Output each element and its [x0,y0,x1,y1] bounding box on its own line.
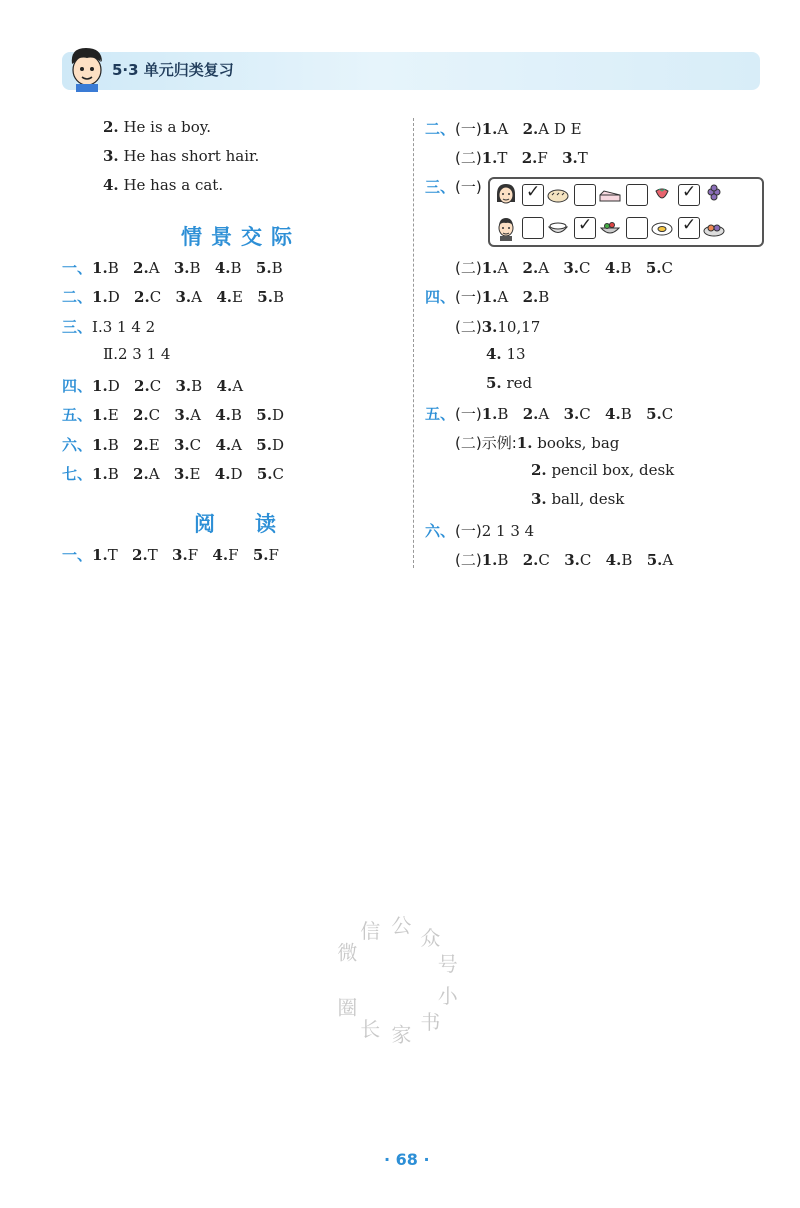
answer-row: 4. 13 [486,345,526,363]
answer-row: 六、1.B 2.E 3.C 4.A 5.D [62,436,284,454]
bread-icon [546,185,570,205]
section-title-situational: 情景交际 [181,225,301,249]
answer-row: 三、(一) [425,178,482,196]
answer-row: 3. ball, desk [531,490,625,508]
answer-row: 七、1.B 2.A 3.E 4.D 5.C [62,465,284,483]
boy-mascot-icon [64,44,110,92]
section-title-reading: 阅读 [194,512,316,536]
egg-plate-icon [650,218,674,238]
boy-face-icon [494,215,518,241]
seal-char: 书 [420,1010,441,1035]
check-box: ✓ [678,217,700,239]
check-box: ✓ [574,217,596,239]
answer-row: 四、(一)1.A 2.B [425,288,550,306]
food-check-table [488,177,764,247]
fruit-plate-icon [702,218,726,238]
answer-row: 二、1.D 2.C 3.A 4.E 5.B [62,288,284,306]
answer-row: 一、1.B 2.A 3.B 4.B 5.B [62,259,283,277]
answer-row: (二)3.10,17 [455,318,541,336]
intro-line-3: 3. He has short hair. [103,147,260,165]
answer-row: 二、(一)1.A 2.A D E [425,120,582,138]
check-box [626,184,648,206]
answer-row: 一、1.T 2.T 3.F 4.F 5.F [62,546,279,564]
intro-line-2: 2. He is a boy. [103,118,212,136]
answer-row: (二)1.A 2.A 3.C 4.B 5.C [455,259,674,277]
seal-char: 公 [391,913,412,938]
rice-bowl-icon [546,218,570,238]
answer-row: (二)1.B 2.C 3.C 4.B 5.A [455,551,674,569]
salad-icon [598,218,622,238]
check-box [574,184,596,206]
cake-icon [598,185,622,205]
seal-char: 信 [360,918,381,943]
check-box: ✓ [522,184,544,206]
seal-char: 长 [360,1017,381,1042]
answer-row: 六、(一)2 1 3 4 [425,522,535,540]
seal-char: 众 [420,925,441,950]
strawberry-icon [650,185,674,205]
answer-row: 四、1.D 2.C 3.B 4.A [62,377,244,395]
seal-char: 微 [337,940,358,965]
girl-face-icon [494,182,518,208]
answer-row: 2. pencil box, desk [531,461,675,479]
answer-row: (二)1.T 2.F 3.T [455,149,588,167]
seal-char: 小 [437,983,458,1008]
seal-char: 号 [437,952,458,977]
header-title: 5·3 单元归类复习 [112,61,234,79]
check-box [626,217,648,239]
seal-char: 圈 [337,995,358,1020]
answer-row: Ⅱ.2 3 1 4 [103,345,171,363]
answer-row: (二)示例:1. books, bag [455,434,620,452]
column-divider [413,118,414,568]
answer-row: 5. red [486,374,533,392]
page-number: · 68 · [384,1150,430,1169]
check-box: ✓ [678,184,700,206]
intro-line-4: 4. He has a cat. [103,176,224,194]
seal-char: 家 [391,1022,412,1047]
answer-row: 三、Ⅰ.3 1 4 2 [62,318,156,336]
answer-row: 五、1.E 2.C 3.A 4.B 5.D [62,406,284,424]
answer-row: 五、(一)1.B 2.A 3.C 4.B 5.C [425,405,674,423]
watermark-seal [320,905,470,1055]
check-box [522,217,544,239]
grapes-icon [702,184,726,204]
